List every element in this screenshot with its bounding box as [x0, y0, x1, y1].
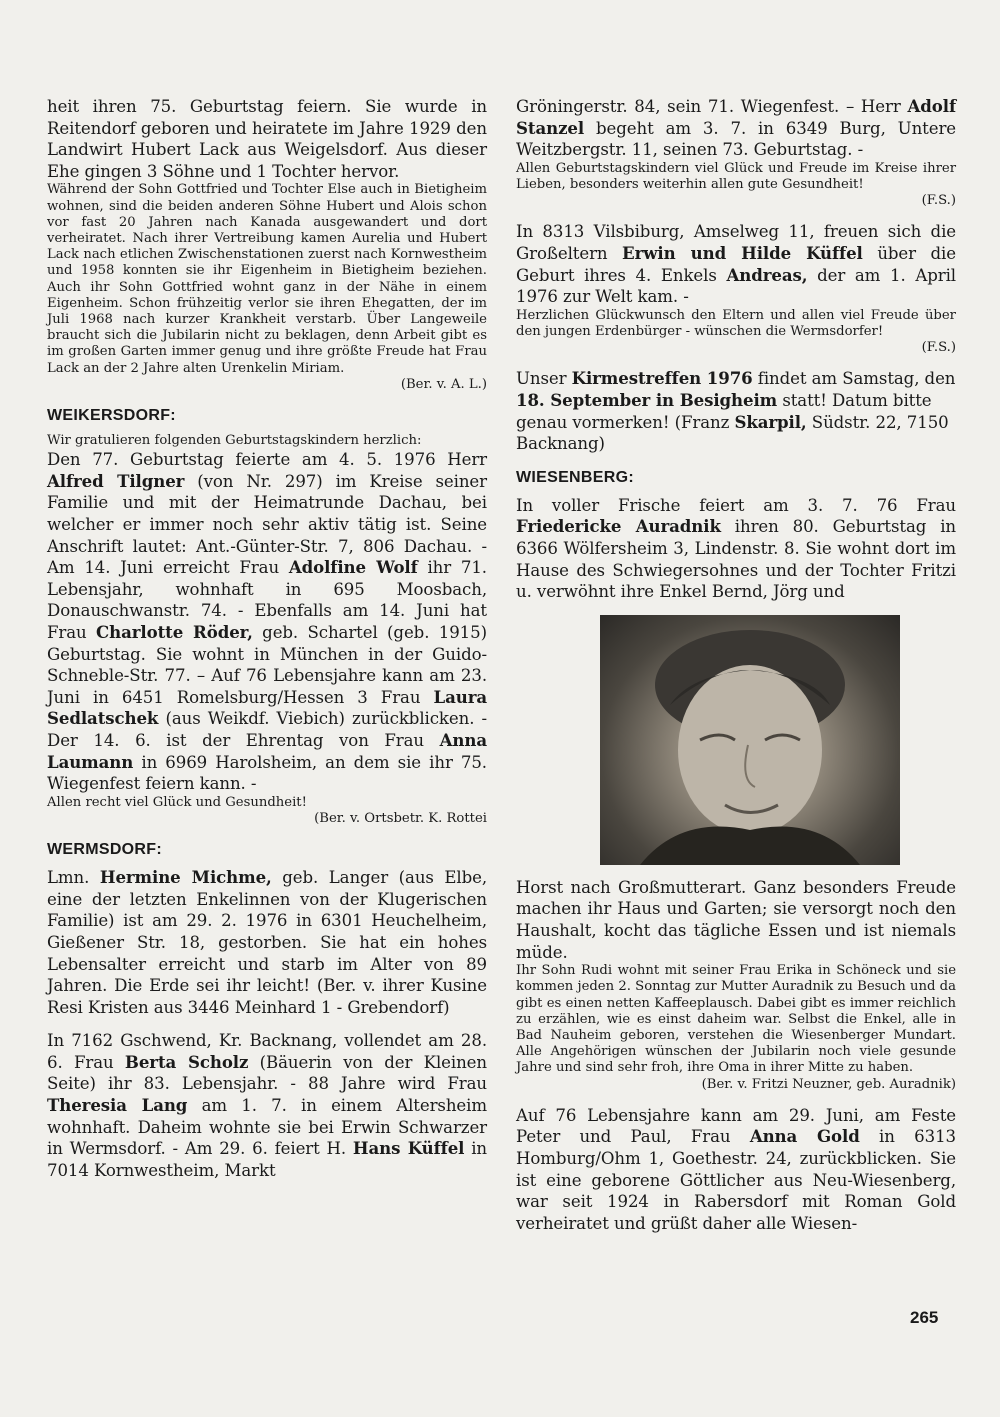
lack-details: Während der Sohn Gottfried und Tochter Else auch in Bietigheim wohnen, sind die beiden anderen Söhne Hubert und Alois schon vor fast 20 Jahren nach Kanada ausgewandert und dort verheiratet. Nach ihrer Vertreibung kamen Aurelia und Hubert Lack nach etlichen Zwischenstationen zuerst nach Kornwestheim und 1958 konnten sie ihr Eigenheim in Bietigheim beziehen. Auch ihr Sohn Gottfried wohnt ganz in der Nähe in einem Eigenheim. Schon frühzeitig verlor sie ihren Ehegatten, der im Juli 1968 nach kurzer Krankheit verstarb. Über Langeweile braucht sich die Jubilarin nicht zu beklagen, denn Arbeit gibt es im großen Garten immer genug und ihre größte Freude hat Frau Lack an der 2 Jahre alten Urenkelin Miriam.: [47, 182, 487, 376]
name-hans-kueffel: Hans Küffel: [352, 1138, 465, 1159]
weikersdorf-wish: Allen recht viel Glück und Gesundheit!: [47, 794, 307, 810]
heading-wermsdorf: WERMSDORF:: [47, 841, 162, 859]
name-theresia-lang: Theresia Lang: [47, 1095, 188, 1116]
name-anna-gold: Anna Gold: [749, 1126, 860, 1147]
name-adolf-stanzel: Adolf Stanzel: [516, 96, 957, 138]
name-erwin-hilde-kueffel: Erwin und Hilde Küffel: [622, 242, 863, 263]
name-charlotte-roeder: Charlotte Röder,: [96, 621, 253, 642]
portrait-illustration: [600, 615, 900, 865]
name-alfred-tilgner: Alfred Tilgner: [47, 470, 185, 491]
heading-wiesenberg: WIESENBERG:: [516, 468, 634, 486]
wermsdorf-obituary: Lmn. Hermine Michme, geb. Langer (aus Elbe, eine der letzten Enkelinnen von der Klugerischen Familie) ist am 29. 2. 1976 in 6301 Heuchelheim, Gießener Str. 18, gestorben. Sie hat ein hohes Lebensalter erreicht und starb im Alter von 89 Jahren. Die Erde sei ihr leicht! (Ber. v. ihrer Kusine Resi Kristen aus 3446 Meinhard 1 - Grebendorf): [47, 867, 487, 1017]
wermsdorf-birthdays: In 7162 Gschwend, Kr. Backnang, vollendet am 28. 6. Frau Berta Scholz (Bäuerin von der Kleinen Seite) ihr 83. Lebensjahr. - 88 Jahre wird Frau Theresia Lang am 1. 7. in einem Altersheim wohnhaft. Daheim wohnte sie bei Erwin Schwarzer in Wermsdorf. - Am 29. 6. feiert H. Hans Küffel in 7014 Kornwestheim, Markt: [47, 1031, 487, 1180]
name-laura-sedlatschek: Laura Sedlatschek: [47, 686, 487, 729]
left-column: [47, 96, 487, 1181]
lack-paragraph: heit ihren 75. Geburtstag feiern. Sie wurde in Reitendorf geboren und heiratete im Jahre 1929 den Landwirt Hubert Lack aus Weigelsdorf. Aus dieser Ehe gingen 3 Söhne und 1 Tochter hervor.: [47, 97, 487, 181]
kirmestreffen: Kirmestreffen 1976: [571, 368, 753, 389]
right-column: [516, 96, 956, 1234]
weikersdorf-birthdays: Den 77. Geburtstag feierte am 4. 5. 1976 Herr Alfred Tilgner (von Nr. 297) im Kreise seiner Familie und mit der Heimatrunde Dachau, bei welcher er immer noch sehr aktiv tätig ist. Seine Anschrift lautet: Ant.-Günter-Str. 7, 806 Dachau. - Am 14. Juni erreicht Frau Adolfine Wolf ihr 71. Lebensjahr, wohnhaft in 695 Moosbach, Donauschwanstr. 74. - Ebenfalls am 14. Juni hat Frau Charlotte Röder, geb. Schartel (geb. 1915) Geburtstag. Sie wohnt in München in der Guido-Schneble-Str. 77. – Auf 76 Lebensjahre kann am 23. Juni in 6451 Romelsburg/Hessen 3 Frau Laura Sedlatschek (aus Weikdf. Viebich) zurückblicken. - Der 14. 6. ist der Ehrentag von Frau Anna Laumann in 6969 Harolsheim, an dem sie ihr 75. Wiegenfest feiern kann. -: [47, 450, 488, 794]
kirmes-date: 18. September in Besigheim: [516, 389, 778, 410]
weikersdorf-intro: Wir gratulieren folgenden Geburtstagskindern herzlich:: [47, 433, 422, 449]
name-skarpil: Skarpil,: [734, 411, 807, 432]
name-berta-scholz: Berta Scholz: [124, 1051, 249, 1072]
name-andreas: Andreas,: [726, 264, 808, 285]
wiesenberg-credit: (Ber. v. Fritzi Neuzner, geb. Auradnik): [701, 1076, 956, 1092]
wiesenberg-continued: Horst nach Großmutterart. Ganz besonders Freude machen ihr Haus und Garten; sie versorgt noch den Haushalt, kocht das tägliche Essen und ist niemals müde.: [516, 877, 956, 962]
birthday-wish: Allen Geburtstagskindern viel Glück und Freude im Kreise ihrer Lieben, besonders weiterhin allen gute Gesundheit!: [516, 160, 956, 192]
vilsbiburg-wish: Herzlichen Glückwunsch den Eltern und allen viel Freude über den jungen Erdenbürger - wünschen die Wermsdorfer!: [516, 307, 956, 339]
weikersdorf-credit: (Ber. v. Ortsbetr. K. Rottei: [314, 810, 487, 826]
gold-paragraph: Auf 76 Lebensjahre kann am 29. Juni, am Feste Peter und Paul, Frau Anna Gold in 6313 Homburg/Ohm 1, Goethestr. 24, zurückblicken. Sie ist eine geborene Göttlicher aus Neu-Wiesenberg, war seit 1924 in Rabersdorf mit Roman Gold verheiratet und grüßt daher alle Wiesen-: [516, 1105, 956, 1233]
name-anna-laumann: Anna Laumann: [47, 729, 488, 772]
lack-credit: (Ber. v. A. L.): [400, 376, 487, 392]
credit-fs-1: (F.S.): [921, 193, 956, 209]
name-hermine-michme: Hermine Michme,: [99, 867, 272, 888]
stanzel-paragraph: Gröningerstr. 84, sein 71. Wiegenfest. – Herr Adolf Stanzel begeht am 3. 7. in 6349 Burg, Untere Weitzbergstr. 11, seinen 73. Geburtstag. -: [516, 96, 957, 160]
portrait-photo: [600, 615, 900, 865]
wiesenberg-details: Ihr Sohn Rudi wohnt mit seiner Frau Erika in Schöneck und sie kommen jeden 2. Sonntag zur Mutter Auradnik zu Besuch und da gibt es einen netten Kaffeeplausch. Dabei gibt es immer reichlich zu erzählen, wie es einst daheim war. Selbst die Enkel, alle in Bad Nauheim geboren, verstehen die Wiesenberger Mundart. Alle Angehörigen wünschen der Jubilarin noch viele gesunde Jahre und sind sehr froh, ihre Oma in ihrer Mitte zu haben.: [516, 963, 956, 1076]
wiesenberg-paragraph: In voller Frische feiert am 3. 7. 76 Frau Friedericke Auradnik ihren 80. Geburtstag in 6366 Wölfersheim 3, Lindenstr. 8. Sie wohnt dort im Hause des Schwiegersohnes und der Tochter Fritzi u. verwöhnt ihre Enkel Bernd, Jörg und: [516, 495, 956, 602]
heading-weikersdorf: WEIKERSDORF:: [47, 407, 176, 425]
page-number: 265: [910, 1308, 939, 1327]
vilsbiburg-paragraph: In 8313 Vilsbiburg, Amselweg 11, freuen sich die Großeltern Erwin und Hilde Küffel über die Geburt ihres 4. Enkels Andreas, der am 1. April 1976 zur Welt kam. -: [516, 222, 956, 307]
name-friedericke-auradnik: Friedericke Auradnik: [516, 516, 721, 537]
name-adolfine-wolf: Adolfine Wolf: [288, 557, 418, 578]
kirmes-paragraph: Unser Kirmestreffen 1976 findet am Samstag, den 18. September in Besigheim statt! Datum bitte genau vormerken! (Franz Skarpil, Südstr. 22, 7150 Backnang): [516, 368, 956, 454]
credit-fs-2: (F.S.): [921, 340, 956, 356]
